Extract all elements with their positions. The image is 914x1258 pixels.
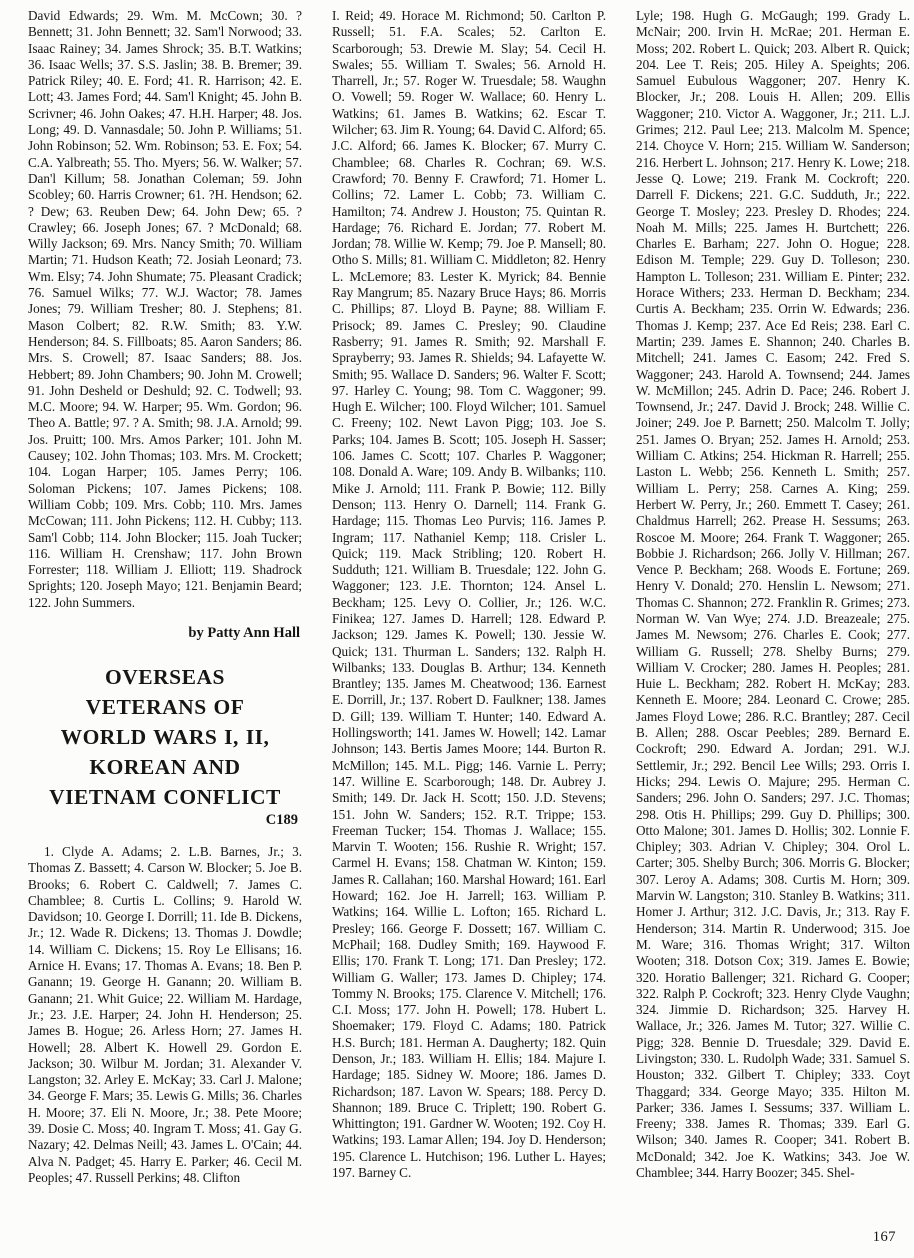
- article-title-line-5: VIETNAM CONFLICT: [49, 784, 281, 809]
- article-title-line-2: VETERANS OF: [85, 694, 245, 719]
- veterans-list-part-1: 1. Clyde A. Adams; 2. L.B. Barnes, Jr.; 3. Thomas Z. Bassett; 4. Carson W. Blocker; 5. Joe B. Brooks; 6. Robert C. Caldwell; 7. James C. Chamblee; 8. Curtis L. Collins; 9. Harold W. Davidson; 10. George I. Dorrill; 11. Ide B. Dickens, Jr.; 12. Wade R. Dickens; 13. Thomas J. Dowdle; 14. William C. Dickens; 15. Roy Le Ellisans; 16. Arnice H. Evans; 17. Thomas A. Evans; 18. Ben P. Ganann; 19. George H. Ganann; 20. William B. Ganann; 21. Whit Guice; 22. William M. Hardage, Jr.; 23. J.E. Harper; 24. John H. Henderson; 25. James B. Hogue; 26. Arless Horn; 27. James H. Howell; 28. Albert K. Howell 29. Gordon E. Jackson; 30. Wilbur M. Jordan; 31. Alexander V. Langston; 32. Arley E. McKay; 33. Carl J. Malone; 34. George F. Mars; 35. Lewis G. Mills; 36. Charles H. Moore; 37. Eli N. Moore, Jr.; 38. Pete Moore; 39. Dosie C. Moss; 40. Ingram T. Moss; 41. Gay G. Nazary; 42. Delmas Neill; 43. James L. O'Cain; 44. Alva N. Padget; 45. Harry E. Parker; 46. Cecil M. Peoples; 47. Russell Perkins; 48. Clifton: [28, 843, 302, 1185]
- veterans-list-part-3: Lyle; 198. Hugh G. McGaugh; 199. Grady L. McNair; 200. Irvin H. McRae; 201. Herman E. Moss; 202. Robert L. Quick; 203. Albert R. Quick; 204. Lee T. Reis; 205. Hiley A. Speights; 206. Samuel Eubulous Waggoner; 207. Henry K. Blocker, Jr.; 208. Louis H. Allen; 209. Ellis Waggoner; 210. Victor A. Waggoner, Jr.; 211. L.J. Grimes; 212. Paul Lee; 213. Malcolm M. Spence; 214. Choyce V. Horn; 215. William W. Sanderson; 216. Herbert L. Johnson; 217. Henry K. Lowe; 218. Jesse Q. Lowe; 219. Frank M. Cockroft; 220. Darrell F. Dickens; 221. G.C. Sudduth, Jr.; 222. George T. Mosley; 223. Presley D. Rhodes; 224. Noah M. Mills; 225. James H. Burtchett; 226. Charles E. Barham; 227. John O. Hogue; 228. Edison M. Temple; 229. Guy D. Tolleson; 230. Hampton L. Tolleson; 231. William E. Pinter; 232. Horace Withers; 233. Herman D. Beckham; 234. Curtis A. Beckham; 235. Orrin W. Edwards; 236. Thomas J. Kemp; 237. Ace Ed Reis; 238. Earl C. Martin; 239. James E. Shannon; 240. Charles B. Mitchell; 241. James C. Easom; 242. Fred S. Waggoner; 243. Harold A. Townsend; 244. James W. McMillon; 245. Adrin D. Pace; 246. Robert J. Townsend, Jr.; 247. David J. Brock; 248. Willie C. Joiner; 249. Joe P. Barnett; 250. Malcolm T. Jolly; 251. James O. Bryan; 252. James H. Arnold; 253. William C. Atkins; 254. Hickman R. Harrell; 255. Laston L. Webb; 256. Kenneth L. Smith; 257. William L. Perry; 258. Carnes A. King; 259. Herbert W. Perry, Jr.; 260. Emmett T. Casey; 261. Chaldmus Harrell; 262. Prease H. Sessums; 263. Roscoe M. Moore; 264. Frank T. Waggoner; 265. Bobbie J. Richardson; 266. Jolly V. Hillman; 267. Vence P. Beckham; 268. Woods E. Fortune; 269. Henry V. Donald; 270. Henslin L. Newsom; 271. Thomas C. Shannon; 272. Franklin R. Grimes; 273. Norman W. Van Wye; 274. J.D. Breazeale; 275. James M. Newsom; 276. Charles E. Cook; 277. William G. Russell; 278. Shelby Burns; 279. William V. Crocker; 280. James H. Peoples; 281. Huie L. Beckham; 282. Robert H. McKay; 283. Kenneth E. Moore; 284. Leonard C. Crowe; 285. James Floyd Lowe; 286. R.C. Brantley; 287. Cecil B. Allen; 288. Oscar Peebles; 289. Bernard E. Cockroft; 290. Edward A. Jordan; 291. W.J. Settlemir, Jr.; 292. Bencil Lee Wills; 293. Orris I. Hicks; 294. Lewis O. Majure; 295. Herman C. Sanders; 296. John O. Sanders; 297. J.C. Thomas; 298. Otis H. Phillips; 299. Guy D. Phillips; 300. Otto Malone; 301. James D. Hollis; 302. Lonnie F. Chipley; 303. Adrian V. Chipley; 304. Orol L. Carter; 305. Shelby Burch; 306. Morris G. Blocker; 307. Leroy A. Adams; 308. Curtis M. Horn; 309. Marvin W. Langston; 310. Stanley B. Watkins; 311. Homer J. Arthur; 312. J.C. Davis, Jr.; 313. Ray F. Henderson; 314. Martin R. Underwood; 315. Joe M. Ware; 316. Thomas Wright; 317. Wilton Wooten; 318. Dotson Cox; 319. James E. Bowie; 320. Horatio Ballenger; 321. Richard G. Cooper; 322. Ralph P. Cockroft; 323. Henry Clyde Vaughn; 324. Jimmie D. Richardson; 325. Harvey H. Wallace, Jr.; 326. James M. Tutor; 327. Willie C. Pigg; 328. Bennie D. Truesdale; 329. David E. Livingston; 330. L. Rudolph Wade; 331. Samuel S. Houston; 332. Gilbert T. Chipley; 333. Coyt Thaggard; 334. George Mayo; 335. Hilton M. Parker; 336. James I. Sessums; 337. William L. Freeny; 338. James R. Thomas; 339. Earl G. Wilson; 340. James R. Cooper; 341. Robert B. McDonald; 342. Joe K. Watkins; 343. Joe W. Chamblee; 344. Harry Boozer; 345. Shel-: [636, 8, 910, 1181]
- article-title-line-4: KOREAN AND: [89, 754, 241, 779]
- veterans-list-part-2: I. Reid; 49. Horace M. Richmond; 50. Carlton P. Russell; 51. F.A. Scales; 52. Carlton E. Scarborough; 53. Drewie M. Slay; 54. Cecil H. Swales; 55. William T. Swales; 56. Arnold H. Tharrell, Jr.; 57. Roger W. Truesdale; 58. Waughn O. Vowell; 59. Roger W. Wallace; 60. Henry L. Watkins; 61. James B. Watkins; 62. Escar T. Wilcher; 63. Jim R. Young; 64. David C. Alford; 65. J.C. Alford; 66. James K. Blocker; 67. Murry C. Chamblee; 68. Charles R. Cochran; 69. W.S. Crawford; 70. Benny F. Crawford; 71. Homer L. Collins; 72. Lamer L. Cobb; 73. William C. Hamilton; 74. Andrew J. Houston; 75. Quintan R. Hardage; 76. Richard E. Jordan; 77. Robert M. Jordan; 78. Willie W. Kemp; 79. Joe P. Mansell; 80. Otho S. Mills; 81. William C. Middleton; 82. Henry L. McLemore; 83. Lester K. Myrick; 84. Bennie Ray Mangrum; 85. Nazary Bruce Hays; 86. Morris C. Phillips; 87. Lloyd B. Payne; 88. William F. Prisock; 89. James C. Presley; 90. Claudine Rasberry; 91. James R. Smith; 92. Marshall F. Sprayberry; 93. James R. Shields; 94. Lafayette W. Smith; 95. Wallace D. Sanders; 96. Walter F. Scott; 97. Harley C. Young; 98. Tom C. Waggoner; 99. Hugh E. Wilcher; 100. Floyd Wilcher; 101. Samuel C. Freeny; 102. Newt Lavon Pigg; 103. Joe S. Parks; 104. James B. Scott; 105. Joseph H. Sasser; 106. James C. Scott; 107. Charles P. Waggoner; 108. Donald A. Ware; 109. Andy B. Wilbanks; 110. Mike J. Arnold; 111. Frank P. Bowie; 112. Billy Denson; 113. Henry O. Darnell; 114. Frank G. Hardage; 115. Thomas Leo Purvis; 116. James P. Ingram; 117. Nathaniel Kemp; 118. Crisler L. Quick; 119. Mack Stribling; 120. Robert H. Sudduth; 121. William B. Truesdale; 122. John G. Waggoner; 123. J.E. Thornton; 124. Ansel L. Beckham; 125. Levy O. Collier, Jr.; 126. W.C. Finikea; 127. James D. Harrell; 128. Edward P. Jackson; 129. James K. Powell; 130. Jessie W. Quick; 131. Thurman L. Sanders; 132. Ralph H. Wilbanks; 133. Douglas B. Arthur; 134. Kenneth Brantley; 135. James M. Cheatwood; 136. Earnest E. Dorrill, Jr.; 137. Robert D. Faulkner; 138. James D. Gill; 139. William T. Hunter; 140. Edward A. Hollingsworth; 141. James W. Howell; 142. Lamar Johnson; 143. Bertis James Moore; 144. Burton R. McMillon; 145. M.L. Pigg; 146. Varnie L. Perry; 147. Willine E. Scarborough; 148. Dr. Aubrey J. Smith; 149. Dr. Jack H. Scott; 150. J.D. Stevens; 151. John W. Sanders; 152. R.T. Trippe; 153. Freeman Tucker; 154. Thomas J. Wallace; 155. Marvin T. Wooten; 156. Rushie R. Wright; 157. Carmel H. Evans; 158. Chatman W. Kinton; 159. James R. Callahan; 160. Marshal Howard; 161. Earl Howard; 162. Joe H. Jarrell; 163. William P. Watkins; 164. Willie L. Lofton; 165. Richard L. Presley; 166. George F. Dossett; 167. William C. McPhail; 168. Dudley Smith; 169. Haywood F. Ellis; 170. Frank T. Long; 171. Dan Presley; 172. William G. Waller; 173. James D. Chipley; 174. Tommy N. Brooks; 175. Clarence V. Mitchell; 176. C.I. Moss; 177. John H. Powell; 178. Hubert L. Shoemaker; 179. Floyd C. Adams; 180. Patrick H.S. Burch; 181. Herman A. Daugherty; 182. Quin Denson, Jr.; 183. William H. Ellis; 184. Majure I. Hardage; 185. Sidney W. Moore; 186. James D. Richardson; 187. Lavon W. Spears; 188. Percy D. Shannon; 189. Bruce C. Triplett; 190. Robert G. Whittington; 191. Gardner W. Wooten; 192. Coy H. Watkins; 193. Lamar Allen; 194. Joy D. Henderson; 195. Clarence L. Hutchison; 196. Luther L. Hayes; 197. Barney C.: [332, 8, 606, 1181]
- middle-column: [332, 8, 606, 1186]
- title-code: C189: [265, 811, 298, 828]
- article-title-line-1: OVERSEAS: [105, 664, 225, 689]
- article-title-line-3: WORLD WARS I, II,: [60, 724, 270, 749]
- byline: by Patty Ann Hall: [188, 624, 300, 641]
- article-title: [28, 662, 302, 812]
- right-column: [636, 8, 910, 1186]
- page-number: 167: [872, 1229, 896, 1245]
- cemetery-list-continuation: David Edwards; 29. Wm. M. McCown; 30. ? Bennett; 31. John Bennett; 32. Sam'l Norwood; 33. Isaac Rainey; 34. James Shrock; 35. B.T. Watkins; 36. Isaac Wells; 37. S.S. Jaslin; 38. B. Bremer; 39. Patrick Riley; 40. E. Ford; 41. R. Harrison; 42. E. Lott; 43. James Ford; 44. Sam'l Knight; 45. John B. Scrivner; 46. John Oakes; 47. H.H. Harper; 48. Jos. Long; 49. D. Vannasdale; 50. John P. Williams; 51. John Robinson; 52. Wm. Robinson; 53. E. Fox; 54. C.A. Yalbreath; 55. Tho. Myers; 56. W. Walker; 57. Dan'l Killum; 58. Jonathan Coleman; 59. John Scobley; 60. Harris Crowner; 61. ?H. Hendson; 62. ? Dew; 63. Reuben Dew; 64. John Dew; 65. ? Crawley; 66. Joseph Jones; 67. ? McDonald; 68. Willy Jackson; 69. Mrs. Nancy Smith; 70. William Martin; 71. Hudson Keath; 72. Josiah Leonard; 73. Wm. Elsy; 74. John Shumate; 75. Pleasant Cradick; 76. Samuel Wilks; 77. W.J. Wactor; 78. James Jones; 79. William Tresher; 80. J. Stephens; 81. Mason Colbert; 82. R.W. Smith; 83. Y.W. Henderson; 84. S. Fillboats; 85. Aaron Sanders; 86. Mrs. S. Crowell; 87. Isaac Sanders; 88. Jos. Hebbert; 89. John Chambers; 90. John M. Crowell; 91. John Desheld or Deshuld; 92. C. Todwell; 93. M.C. Moore; 94. W. Harper; 95. Wm. Gordon; 96. Theo A. Battle; 97. ? A. Smith; 98. J.A. Arnold; 99. Jos. Pruitt; 100. Mrs. Amos Parker; 101. John M. Causey; 102. John Thomas; 103. Mrs. M. Crockett; 104. Logan Harper; 105. James Perry; 106. Soloman Pickens; 107. James Pickens; 108. William Cobb; 109. Mrs. Cobb; 110. Mrs. James McCowan; 111. John Pickens; 112. H. Cubby; 113. Sam'l Cobb; 114. John Blocker; 115. Joah Tucker; 116. William H. Crenshaw; 117. John Brown Forrester; 118. William J. Elliott; 119. Shadrock Sprights; 120. Joseph Mayo; 121. Benjamin Beard; 122. John Summers.: [28, 8, 302, 610]
- left-column: [28, 8, 302, 1186]
